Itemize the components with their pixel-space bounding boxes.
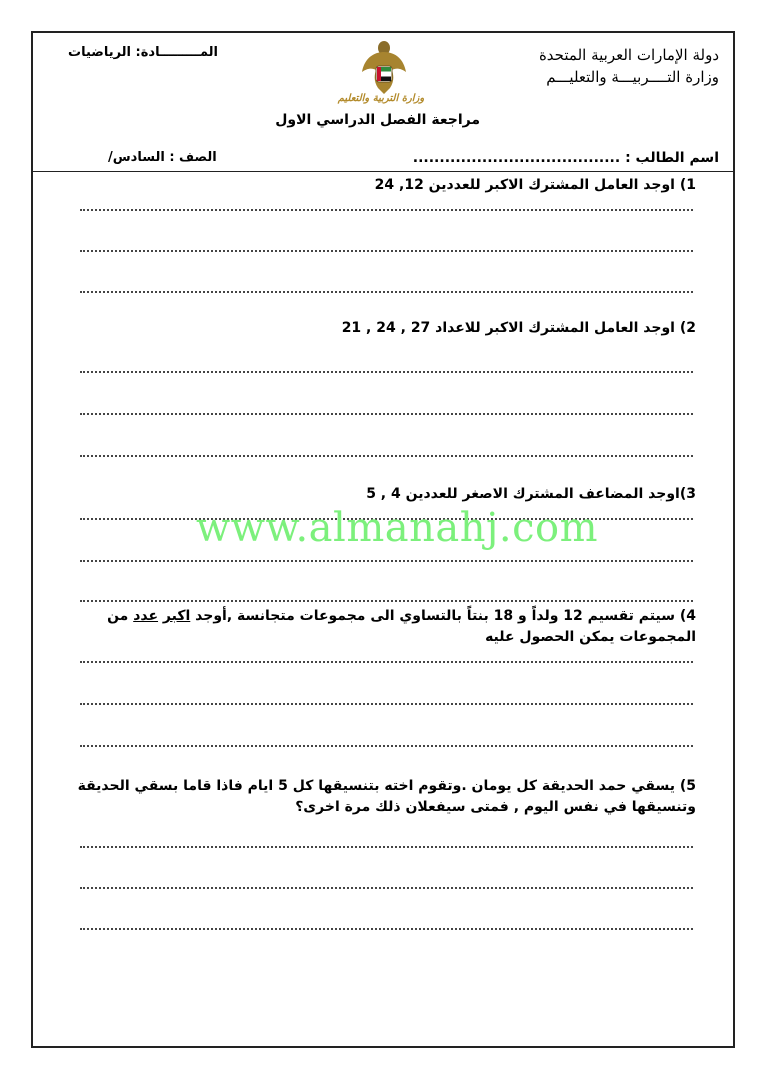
answer-line[interactable]	[80, 455, 693, 459]
country-name: دولة الإمارات العربية المتحدة	[538, 46, 719, 64]
ministry-logo-caption: وزارة التربية والتعليم	[337, 93, 425, 104]
question-4	[66, 606, 696, 648]
question-4-text: 4) سيتم تقسيم 12 ولداً و 18 بنتاً بالتساوي الى مجموعات متجانسة ,أوجد	[190, 608, 696, 624]
answer-line[interactable]	[80, 371, 693, 375]
question-3: 3)اوجد المضاعف المشترك الاصغر للعددين 4 , 5	[366, 486, 696, 502]
watermark: www.almanahj.com	[196, 505, 599, 551]
question-1: 1) اوجد العامل المشترك الاكبر للعددين 12, 24	[374, 177, 696, 193]
question-4-underlined-word: اكبر	[162, 608, 191, 624]
answer-line[interactable]	[80, 560, 693, 564]
answer-line[interactable]	[80, 413, 693, 417]
ministry-name: وزارة التــــربيـــة والتعليـــم	[546, 68, 719, 86]
answer-line[interactable]	[80, 209, 693, 213]
question-4-text-end: من المجموعات يمكن الحصول عليه	[107, 608, 696, 645]
class-field: الصف : السادس/	[108, 150, 217, 165]
answer-line[interactable]	[80, 928, 693, 932]
uae-emblem-icon	[360, 38, 408, 96]
answer-line[interactable]	[80, 703, 693, 707]
question-4-underlined-word: عدد	[133, 608, 159, 624]
header-divider	[31, 171, 735, 172]
student-name-field[interactable]: اسم الطالب : .......................................	[412, 150, 719, 166]
answer-line[interactable]	[80, 250, 693, 254]
question-2: 2) اوجد العامل المشترك الاكبر للاعداد 27 , 24 , 21	[341, 320, 696, 336]
answer-line[interactable]	[80, 887, 693, 891]
answer-line[interactable]	[80, 291, 693, 295]
question-5: 5) يسقي حمد الحديقة كل يومان .وتقوم اخته بتنسيقها كل 5 ايام فاذا قاما بسقي الحديقة وتنسيقها في نفس اليوم , فمتى سيفعلان ذلك مرة اخرى؟	[77, 778, 696, 815]
answer-line[interactable]	[80, 745, 693, 749]
answer-line[interactable]	[80, 661, 693, 665]
answer-line[interactable]	[80, 600, 693, 604]
school-header	[539, 44, 719, 88]
subject-label: المـــــــــادة: الرياضيات	[68, 45, 218, 60]
page-title: مراجعة الفصل الدراسي الاول	[275, 112, 480, 128]
answer-line[interactable]	[80, 846, 693, 850]
